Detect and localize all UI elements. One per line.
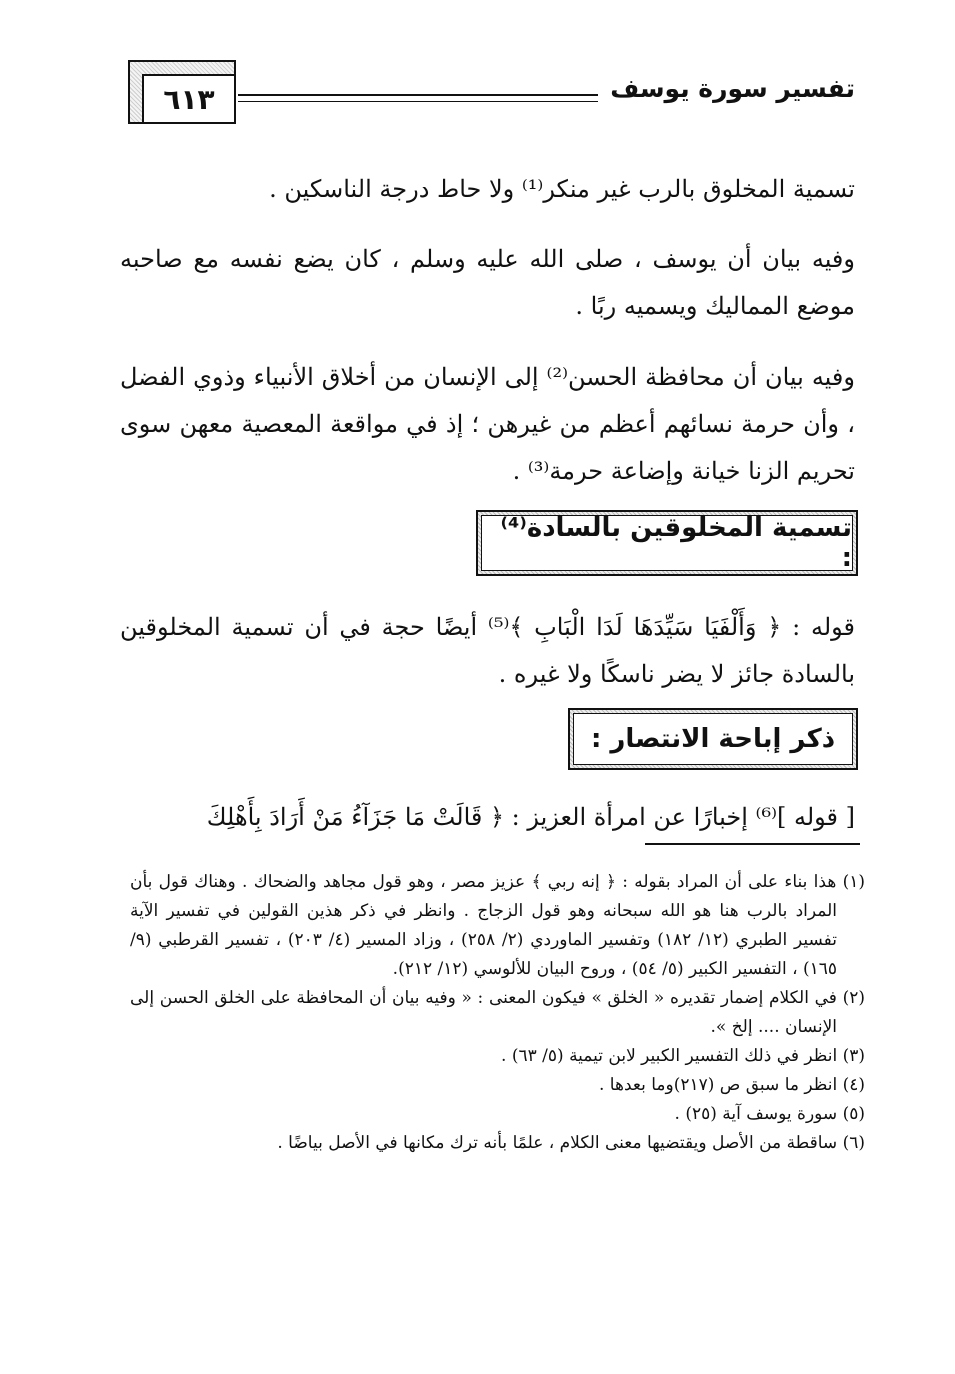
paragraph-4: قوله : ﴿ وَأَلْفَيَا سَيِّدَهَا لَدَا الْبَابِ ﴾⁽⁵⁾ أيضًا حجة في أن تسمية المخلوقين بالسادة جائز لا يضر ناسكًا ولا غيره . <box>120 613 855 688</box>
footnote-item: (٣) انظر في ذلك التفسير الكبير لابن تيمية (٥/ ٦٣) . <box>501 1046 865 1066</box>
running-title: تفسير سورة يوسف <box>610 74 855 103</box>
footnote-item: (١) هذا بناء على أن المراد بقوله : ﴿ إنه ربي ﴾ عزيز مصر ، وهو قول مجاهد والضحاك . وهناك قول بأن المراد بالرب هنا هو الله سبحانه وهو قول الزجاج . وانظر في ذكر هذين القولين في تفسير الآية تفسير الطبري (١٢/ ١٨٢) وتفسير الماوردي (٢/ ٢٥٨) ، وزاد المسير (٤/ ٢٠٣) ، تفسير القرطبي (٩/ ١٦٥) ، التفسير الكبير (٥/ ٥٤) ، وروح البيان للألوسي (١٢/ ٢١٢). <box>130 872 865 979</box>
section-heading-box <box>476 510 858 576</box>
footnote-item: (٦) ساقطة من الأصل ويقتضيها معنى الكلام ، علمًا بأنه ترك مكانها في الأصل بياضًا . <box>277 1133 865 1153</box>
footnote-item: (٥) سورة يوسف آية (٢٥) . <box>674 1104 865 1124</box>
paragraph-3: وفيه بيان أن محافظة الحسن⁽²⁾ إلى الإنسان من أخلاق الأنبياء وذوي الفضل ، وأن حرمة نسائهم أعظم من غيرهن ؛ إذ في مواقعة المعصية معهن سوى تحريم الزنا خيانة وإضاعة حرمة⁽³⁾ . <box>120 363 856 485</box>
paragraph-1: تسمية المخلوق بالرب غير منكر⁽¹⁾ ولا حاط درجة الناسكين . <box>269 175 855 203</box>
page-number-box <box>128 60 236 124</box>
paragraph-5: [ قوله ]⁽⁶⁾ إخبارًا عن امرأة العزيز : ﴿ قَالَتْ مَا جَزَآءُ مَنْ أَرَادَ بِأَهْلِكَ <box>206 803 855 831</box>
section-heading-title: تسمية المخلوقين بالسادة⁽⁴⁾ : <box>481 515 853 571</box>
paragraph-2: وفيه بيان أن يوسف ، صلى الله عليه وسلم ، كان يضع نفسه مع صاحبه موضع المماليك ويسميه ربًا . <box>120 245 855 320</box>
footnotes <box>130 868 865 1158</box>
section-heading-box <box>568 708 858 770</box>
footnote-item: (٤) انظر ما سبق ص (٢١٧)وما بعدها . <box>599 1075 865 1095</box>
section-heading-title: ذكر إباحة الانتصار : <box>573 713 853 765</box>
page-number: ٦١٣ <box>142 74 234 122</box>
footnote-rule <box>645 843 860 845</box>
header-rule <box>238 94 598 102</box>
footnote-item: (٢) في الكلام إضمار تقديره « الخلق » فيكون المعنى : « وفيه بيان أن المحافظة على الخلق الحسن إلى الإنسان .... إلخ ». <box>130 988 865 1037</box>
